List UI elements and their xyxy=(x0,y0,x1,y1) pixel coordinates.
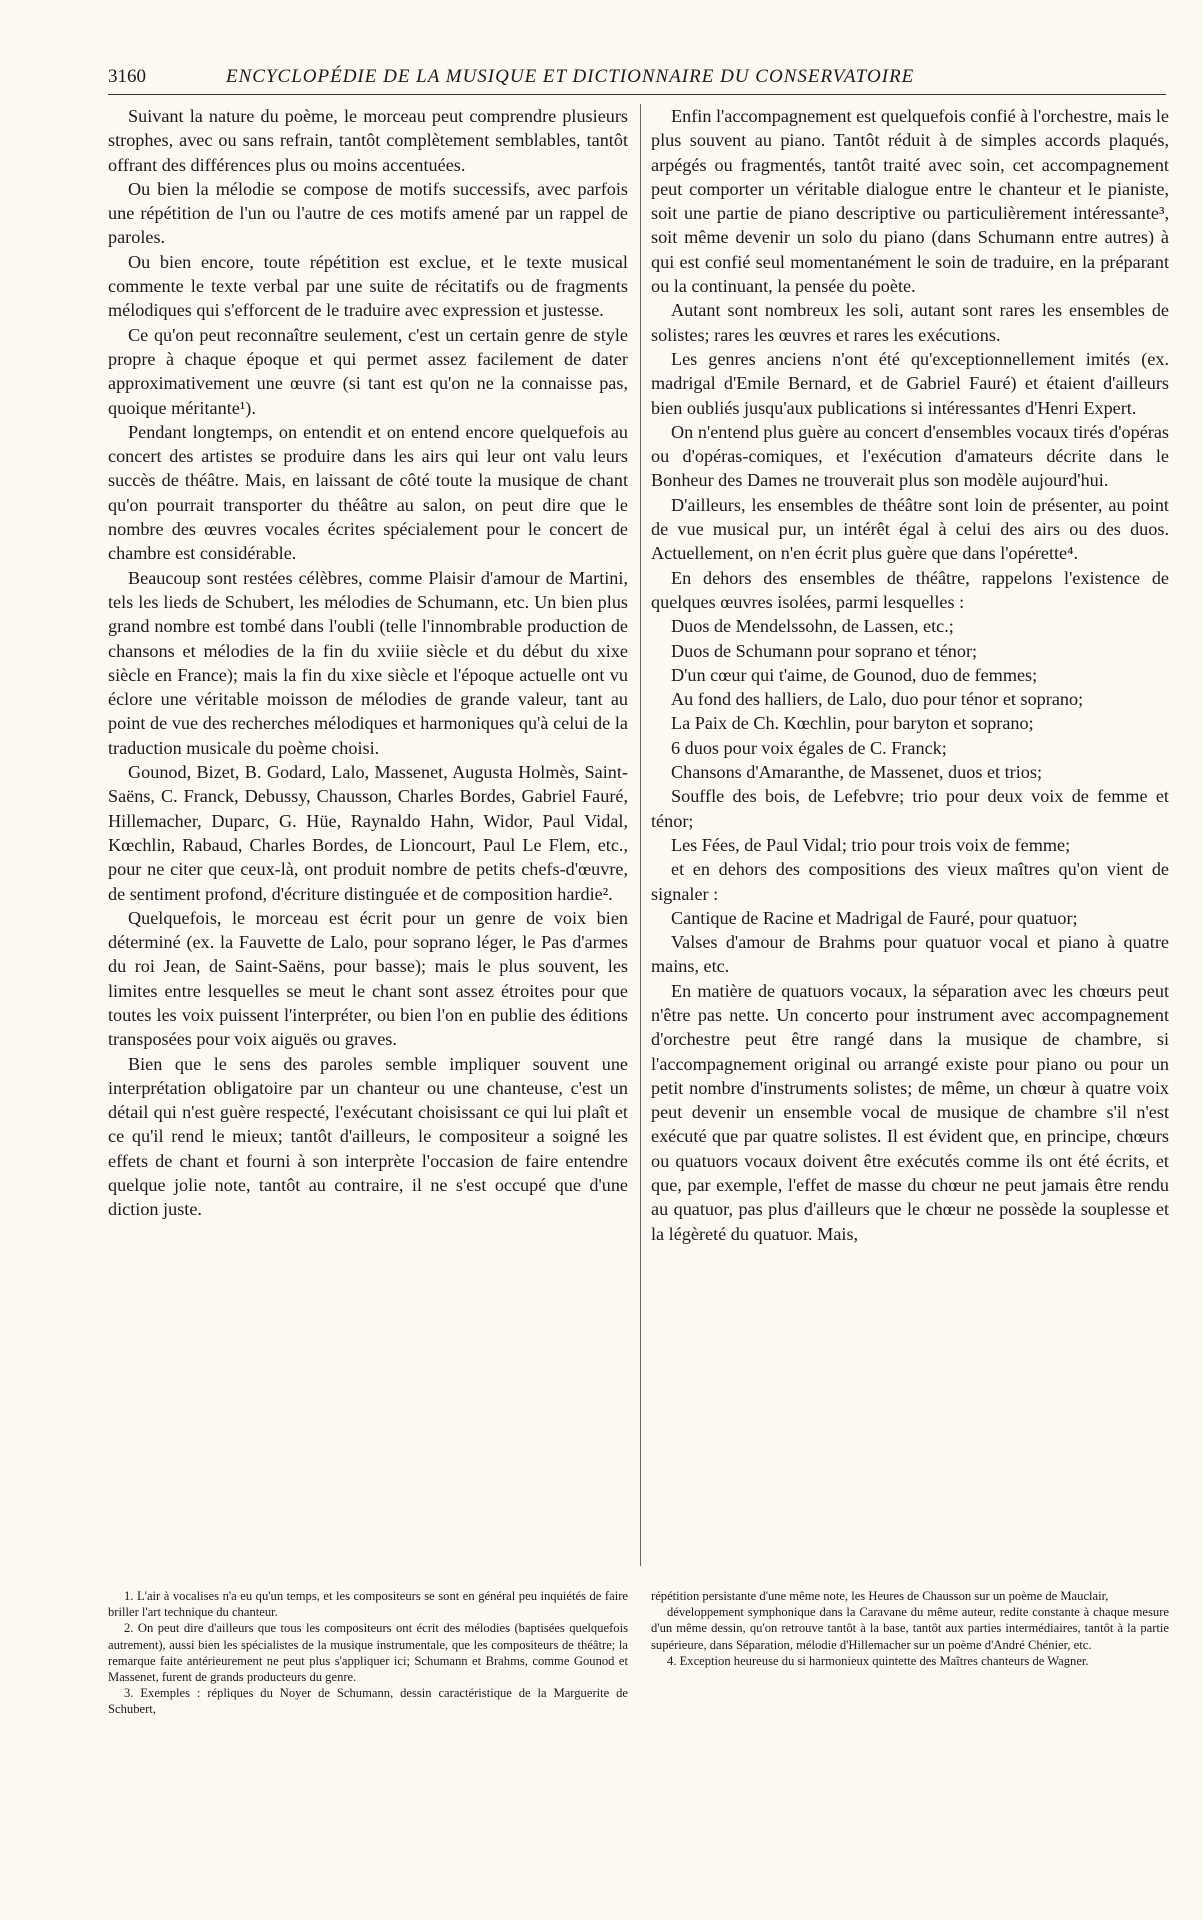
list-item: Valses d'amour de Brahms pour quatuor vocal et piano à quatre mains, etc. xyxy=(651,932,1169,977)
running-title: ENCYCLOPÉDIE DE LA MUSIQUE ET DICTIONNAIRE DU CONSERVATOIRE xyxy=(226,66,915,87)
paragraph: Quelquefois, le morceau est écrit pour un genre de voix bien déterminé (ex. la Fauvette de Lalo, pour soprano léger, le Pas d'armes du roi Jean, de Saint-Saëns, pour basse); mais le plus souvent, les limites entre lesquelles se meut le chant sont assez étroites pour que toutes les voix puissent l'interpréter, ou bien l'on en publie des éditions transposées pour voix aiguës ou graves. xyxy=(108,907,628,1050)
paragraph: Autant sont nombreux les soli, autant sont rares les ensembles de solistes; rares les œuvres et rares les exécutions. xyxy=(651,300,1169,345)
paragraph: Ou bien la mélodie se compose de motifs successifs, avec parfois une répétition de l'un ou l'autre de ces motifs amené par un rappel de paroles. xyxy=(108,178,628,248)
list-item: 6 duos pour voix égales de C. Franck; xyxy=(671,737,947,758)
paragraph: Gounod, Bizet, B. Godard, Lalo, Massenet, Augusta Holmès, Saint-Saëns, C. Franck, Debussy, Chausson, Charles Bordes, Gabriel Fauré, Hillemacher, Duparc, G. Hüe, Raynaldo Hahn, Widor, Paul Vidal, Kœchlin, Rabaud, Charles Bordes, de Lioncourt, Paul Le Flem, etc., pour ne citer que ceux-là, ont produit nombre de petits chefs-d'œuvre, de sentiment profond, d'écriture distinguée et de composition hardie². xyxy=(108,762,628,904)
list-item: La Paix de Ch. Kœchlin, pour baryton et soprano; xyxy=(671,713,1034,734)
footnote-continuation: répétition persistante d'une même note, les Heures de Chausson sur un poème de Mauclair, xyxy=(651,1589,1109,1603)
paragraph: Beaucoup sont restées célèbres, comme Plaisir d'amour de Martini, tels les lieds de Schubert, les mélodies de Schumann, etc. Un bien plus grand nombre est tombé dans l'oubli (telle l'innombrable production de chansons et mélodies de la fin du xviiie siècle et du début du xixe siècle en France); mais la fin du xixe siècle et l'époque actuelle ont vu éclore une véritable moisson de mélodies de grande valeur, tant au point de vue des recherches mélodiques et harmoniques qu'à celui de la traduction musicale du poème choisi. xyxy=(108,567,628,758)
footnotes-left xyxy=(108,1588,628,1718)
footnotes-right xyxy=(651,1588,1169,1669)
list-item: D'un cœur qui t'aime, de Gounod, duo de femmes; xyxy=(671,664,1038,685)
column-divider xyxy=(640,104,641,1566)
paragraph: Les genres anciens n'ont été qu'exceptionnellement imités (ex. madrigal d'Emile Bernard, et de Gabriel Fauré) et étaient d'ailleurs bien oubliés jusqu'aux publications si intéressantes d'Henri Expert. xyxy=(651,348,1169,418)
list-item: Chansons d'Amaranthe, de Massenet, duos et trios; xyxy=(671,762,1043,783)
paragraph: En dehors des ensembles de théâtre, rappelons l'existence de quelques œuvres isolées, parmi lesquelles : xyxy=(651,567,1169,612)
footnote-continuation: développement symphonique dans la Caravane du même auteur, redite constante à chaque mesure d'un même dessin, qu'on retrouve tantôt à la base, tantôt aux parties intermédiaires, tantôt à la partie supérieure, dans Séparation, mélodie d'Hillemacher sur un poème d'André Chénier, etc. xyxy=(651,1605,1169,1652)
footnote: 3. Exemples : répliques du Noyer de Schumann, dessin caractéristique de la Marguerite de Schubert, xyxy=(108,1686,628,1717)
list-item: Les Fées, de Paul Vidal; trio pour trois voix de femme; xyxy=(671,834,1071,855)
paragraph: D'ailleurs, les ensembles de théâtre sont loin de présenter, au point de vue musical pur, un intérêt égal à celui des airs ou des duos. Actuellement, on n'en écrit plus guère que dans l'opérette⁴. xyxy=(651,494,1169,564)
page-header xyxy=(108,66,1166,92)
header-rule xyxy=(108,94,1166,95)
paragraph: et en dehors des compositions des vieux maîtres qu'on vient de signaler : xyxy=(651,859,1169,904)
footnote: 4. Exception heureuse du si harmonieux quintette des Maîtres chanteurs de Wagner. xyxy=(667,1653,1089,1668)
page-number: 3160 xyxy=(108,66,146,87)
paragraph: Bien que le sens des paroles semble impliquer souvent une interprétation obligatoire par un chanteur ou une chanteuse, c'est un détail qui n'est guère respecté, l'exécutant choisissant ce qui lui plaît et ce qu'il rend le mieux; tantôt d'ailleurs, le compositeur a soigné les effets de chant et fourni à son interprète l'occasion de faire entendre quelque jolie note, tantôt au contraire, il ne s'est occupé que d'une diction juste. xyxy=(108,1053,628,1220)
right-column xyxy=(651,104,1169,1246)
paragraph: Ce qu'on peut reconnaître seulement, c'est un certain genre de style propre à chaque époque et qui permet assez facilement de dater approximativement une œuvre (si tant est qu'on ne la connaisse pas, quoique méritante¹). xyxy=(108,324,628,418)
list-item: Souffle des bois, de Lefebvre; trio pour deux voix de femme et ténor; xyxy=(651,786,1169,831)
list-item: Duos de Mendelssohn, de Lassen, etc.; xyxy=(671,616,954,637)
left-column xyxy=(108,104,628,1222)
paragraph: Ou bien encore, toute répétition est exclue, et le texte musical commente le texte verbal par une suite de récitatifs ou de fragments mélodiques qui s'efforcent de le traduire avec expression et justesse. xyxy=(108,251,628,321)
list-item: Duos de Schumann pour soprano et ténor; xyxy=(671,640,978,661)
footnote: 2. On peut dire d'ailleurs que tous les compositeurs ont écrit des mélodies (baptisées quelquefois autrement), aussi bien les spécialistes de la musique instrumentale, que les compositeurs de théâtre; la remarque faite antérieurement ne peut plus s'appliquer ici; Schumann et Brahms, comme Gounod et Massenet, furent de grands producteurs du genre. xyxy=(108,1621,628,1685)
paragraph: Suivant la nature du poème, le morceau peut comprendre plusieurs strophes, avec ou sans refrain, tantôt complètement semblables, tantôt offrant des différences plus ou moins accentuées. xyxy=(108,106,628,175)
paragraph: En matière de quatuors vocaux, la séparation avec les chœurs peut n'être pas nette. Un concerto pour instrument avec accompagnement d'orchestre peut être rangé dans la musique de chambre, si l'accompagnement original ou arrangé existe pour piano ou pour un petit nombre d'instruments solistes; de même, un chœur à quatre voix peut devenir un ensemble vocal de musique de chambre s'il n'est exécuté que par quatre solistes. Il est évident que, en principe, chœurs ou quatuors vocaux doivent être exécutés comme ils ont été écrits, et que, par exemple, l'effet de masse du chœur ne peut jamais être rendu au quatuor, pas plus d'ailleurs que le chœur ne possède la souplesse et la légèreté du quatuor. Mais, xyxy=(651,980,1169,1244)
paragraph: Pendant longtemps, on entendit et on entend encore quelquefois au concert des artistes se produire dans les airs qui leur ont valu leurs succès de théâtre. Mais, en laissant de côté toute la musique de chant qu'on pourrait transporter du théâtre au salon, on peut dire que le nombre des œuvres vocales écrites spécialement pour le concert de chambre est considérable. xyxy=(108,421,628,564)
footnote: 1. L'air à vocalises n'a eu qu'un temps, et les compositeurs se sont en général peu inquiétés de faire briller l'art technique du chanteur. xyxy=(108,1589,628,1620)
paragraph: On n'entend plus guère au concert d'ensembles vocaux tirés d'opéras ou d'opéras-comiques, et l'exécution d'amateurs décrite dans le Bonheur des Dames ne trouverait plus son modèle aujourd'hui. xyxy=(651,421,1169,491)
list-item: Au fond des halliers, de Lalo, duo pour ténor et soprano; xyxy=(671,689,1084,710)
paragraph: Enfin l'accompagnement est quelquefois confié à l'orchestre, mais le plus souvent au piano. Tantôt réduit à de simples accords plaqués, arpégés ou fragmentés, tantôt traité avec soin, cet accompagnement peut comporter un véritable dialogue entre le chanteur et le pianiste, soit une partie de piano descriptive ou particulièrement intéressante³, soit même devenir un solo du piano (dans Schumann entre autres) à qui est confié seul momentanément le soin de traduire, en la préparant ou la continuant, la pensée du poète. xyxy=(651,106,1169,297)
list-item: Cantique de Racine et Madrigal de Fauré, pour quatuor; xyxy=(671,907,1078,928)
